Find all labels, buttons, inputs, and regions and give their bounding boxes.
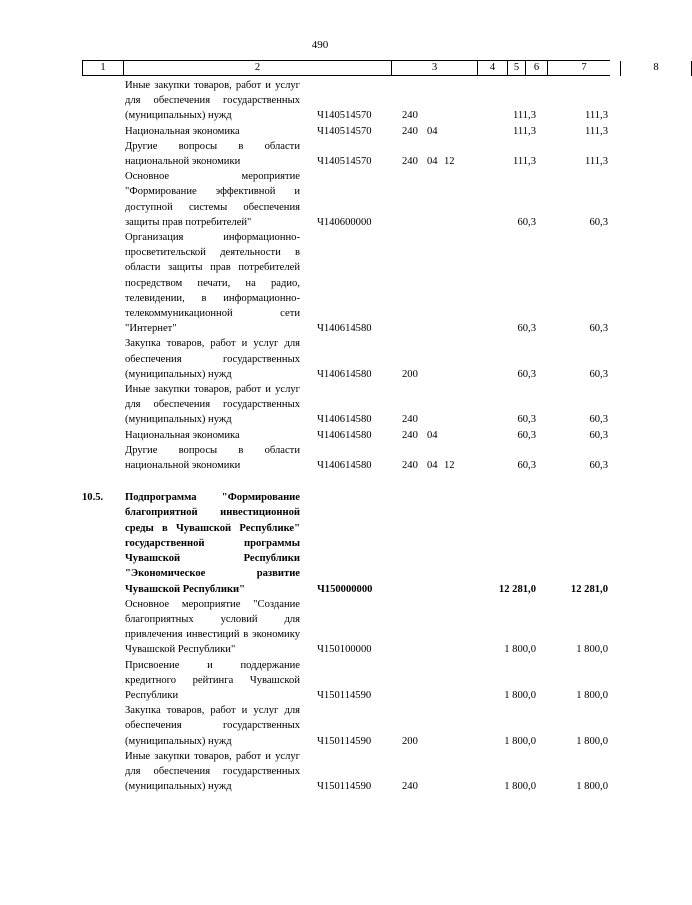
amount-year-2: 60,3 [589,323,608,335]
amount-year-2: 111,3 [584,110,608,122]
header-col-4: 4 [477,61,507,76]
expense-type: 200 [402,735,418,747]
amount-year-1: 1 800,0 [504,689,536,701]
amount-year-1: 111,3 [512,110,536,122]
table-row [82,382,610,428]
expense-type: 240 [402,125,418,137]
target-code: Ч140614580 [317,460,372,472]
header-col-3: 3 [391,61,477,76]
item-name: Основное мероприятие "Создание благоприятных условий для привлечения инвестиций в экономику Чувашской Республики" [125,598,300,656]
item-name: Иные закупки товаров, работ и услуг для обеспечения государственных (муниципальных) нужд [125,750,300,793]
item-name: Другие вопросы в области национальной экономики [125,444,300,472]
section: 04 [427,429,438,441]
item-name: Организация информационно-просветительской деятельности в области защиты прав потребителей посредством печати, на радио, телевидении, в информационно-телекоммуникационной сети "Интернет" [125,232,300,335]
subsection: 12 [444,156,455,168]
target-code: Ч150114590 [317,781,372,793]
amount-year-2: 60,3 [589,216,608,228]
header-col-2: 2 [123,61,391,76]
amount-year-1: 1 800,0 [504,644,536,656]
amount-year-2: 12 281,0 [570,583,608,595]
amount-year-2: 60,3 [589,368,608,380]
amount-year-2: 111,3 [584,125,608,137]
table-row [82,443,610,473]
table-row [82,597,610,658]
table-header-row [82,60,659,76]
item-name: Другие вопросы в области национальной экономики [125,140,300,168]
amount-year-2: 60,3 [589,460,608,472]
amount-year-1: 1 800,0 [504,781,536,793]
target-code: Ч140614580 [317,429,372,441]
target-code: Ч140514570 [317,125,372,137]
table-row [82,428,610,443]
expense-type: 240 [402,110,418,122]
row-spacer [82,473,610,490]
item-name: Закупка товаров, работ и услуг для обеспечения государственных (муниципальных) нужд [125,705,300,747]
table-row [82,139,610,169]
expense-type: 240 [402,781,418,793]
target-code: Ч150114590 [317,735,372,747]
target-code: Ч140614580 [317,368,372,380]
amount-year-1: 60,3 [517,414,536,426]
section: 04 [427,125,438,137]
amount-year-1: 12 281,0 [498,583,536,595]
target-code: Ч140614580 [317,414,372,426]
expense-type: 240 [402,156,418,168]
amount-year-2: 60,3 [589,414,608,426]
header-col-6: 6 [525,61,547,76]
item-name: Подпрограмма "Формирование благоприятной инвестиционной среды в Чувашской Республике" государственной программы Чувашской Республики "Экономическое развитие Чувашской Республики" [125,492,300,595]
page-number: 490 [311,39,329,51]
target-code: Ч140514570 [317,156,372,168]
subsection: 12 [444,460,455,472]
target-code: Ч150000000 [317,583,373,595]
amount-year-2: 1 800,0 [576,735,608,747]
amount-year-1: 111,3 [512,156,536,168]
table-row [82,230,610,336]
target-code: Ч140600000 [317,216,372,228]
header-col-7: 7 [547,61,620,76]
header-col-5: 5 [507,61,525,76]
table-row [82,490,610,596]
item-name: Иные закупки товаров, работ и услуг для обеспечения государственных (муниципальных) нужд [125,80,300,122]
amount-year-2: 1 800,0 [576,781,608,793]
target-code: Ч150100000 [317,644,372,656]
table-row [82,658,610,704]
item-name: Основное мероприятие "Формирование эффективной и доступной системы обеспечения защиты прав потребителей" [125,171,300,228]
table-row [82,169,610,230]
amount-year-1: 60,3 [517,216,536,228]
budget-table-body [82,78,610,794]
amount-year-1: 60,3 [517,429,536,441]
expense-type: 200 [402,368,418,380]
table-row [82,78,610,124]
target-code: Ч140514570 [317,110,372,122]
expense-type: 240 [402,429,418,441]
header-col-1: 1 [82,61,123,76]
amount-year-1: 60,3 [517,460,536,472]
amount-year-2: 111,3 [584,156,608,168]
item-name: Закупка товаров, работ и услуг для обеспечения государственных (муниципальных) нужд [125,338,300,380]
amount-year-1: 60,3 [517,323,536,335]
table-row [82,703,610,749]
amount-year-2: 1 800,0 [576,644,608,656]
item-name: Присвоение и поддержание кредитного рейтинга Чувашской Республики [125,659,300,701]
item-name: Иные закупки товаров, работ и услуг для обеспечения государственных (муниципальных) нужд [125,384,300,426]
amount-year-2: 1 800,0 [576,689,608,701]
row-number: 10.5. [82,492,104,504]
amount-year-1: 60,3 [517,368,536,380]
section: 04 [427,156,438,168]
expense-type: 240 [402,414,418,426]
target-code: Ч140614580 [317,323,372,335]
target-code: Ч150114590 [317,689,372,701]
table-row [82,124,610,139]
item-name: Национальная экономика [125,125,240,137]
header-col-8: 8 [620,61,692,76]
table-row [82,336,610,382]
amount-year-2: 60,3 [589,429,608,441]
section: 04 [427,460,438,472]
amount-year-1: 111,3 [512,125,536,137]
item-name: Национальная экономика [125,429,240,441]
table-row [82,749,610,795]
expense-type: 240 [402,460,418,472]
amount-year-1: 1 800,0 [504,735,536,747]
